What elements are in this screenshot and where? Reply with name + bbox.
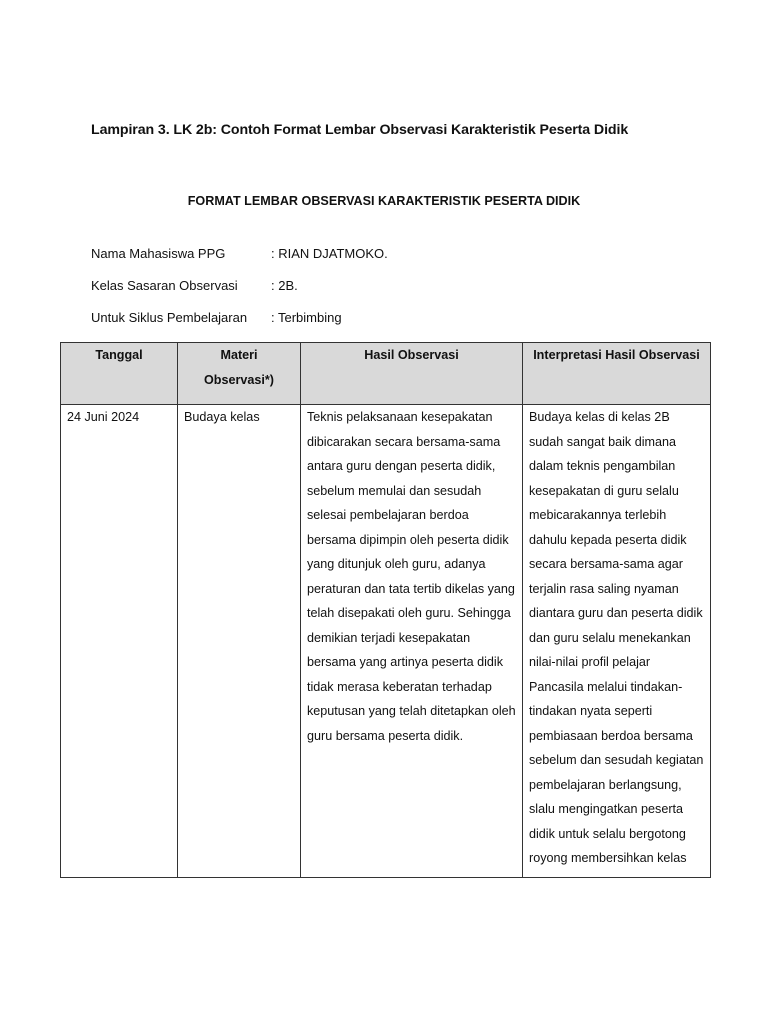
cell-materi: Budaya kelas [178,405,301,878]
cell-tanggal: 24 Juni 2024 [61,405,178,878]
form-title: FORMAT LEMBAR OBSERVASI KARAKTERISTIK PESERTA DIDIK [187,194,581,208]
appendix-heading: Lampiran 3. LK 2b: Contoh Format Lembar Observasi Karakteristik Peserta Didik [91,122,629,138]
cell-hasil-observasi: Teknis pelaksanaan kesepakatan dibicarakan secara bersama-sama antara guru dengan peserta didik, sebelum memulai dan sesudah selesai pembelajaran berdoa bersama dipimpin oleh peserta didik yang ditunjuk oleh guru, adanya peraturan dan tata tertib dikelas yang telah disepakati oleh guru. Sehingga demikian terjadi kesepakatan bersama yang artinya peserta didik tidak merasa keberatan terhadap keputusan yang telah ditetapkan oleh guru bersama peserta didik. [301,405,523,878]
learning-cycle-value: : Terbimbing [271,310,342,325]
student-name-value: : RIAN DJATMOKO. [271,246,388,261]
target-class-value: : 2B. [271,278,298,293]
header-hasil-observasi: Hasil Observasi [301,343,523,405]
learning-cycle-label: Untuk Siklus Pembelajaran [91,310,248,325]
student-name-label: Nama Mahasiswa PPG [91,246,226,261]
header-materi-observasi: Materi Observasi*) [178,343,301,405]
info-row-student-name [91,246,388,261]
observation-table [60,342,711,878]
cell-interpretasi: Budaya kelas di kelas 2B sudah sangat baik dimana dalam teknis pengambilan kesepakatan di guru selalu mebicarakannya terlebih dahulu kepada peserta didik secara bersama-sama agar terjalin rasa saling nyaman diantara guru dan peserta didik dan guru selalu menekankan nilai-nilai profil pelajar Pancasila melalui tindakan-tindakan nyata seperti pembiasaan berdoa bersama sebelum dan sesudah kegiatan pembelajaran berlangsung, slalu mengingatkan peserta didik untuk selalu bergotong royong membersihkan kelas [523,405,711,878]
info-row-target-class [91,278,298,293]
table-row [61,405,711,878]
info-row-learning-cycle [91,310,342,325]
target-class-label: Kelas Sasaran Observasi [91,278,238,293]
header-tanggal: Tanggal [61,343,178,405]
table-header-row [61,343,711,405]
header-interpretasi: Interpretasi Hasil Observasi [523,343,711,405]
